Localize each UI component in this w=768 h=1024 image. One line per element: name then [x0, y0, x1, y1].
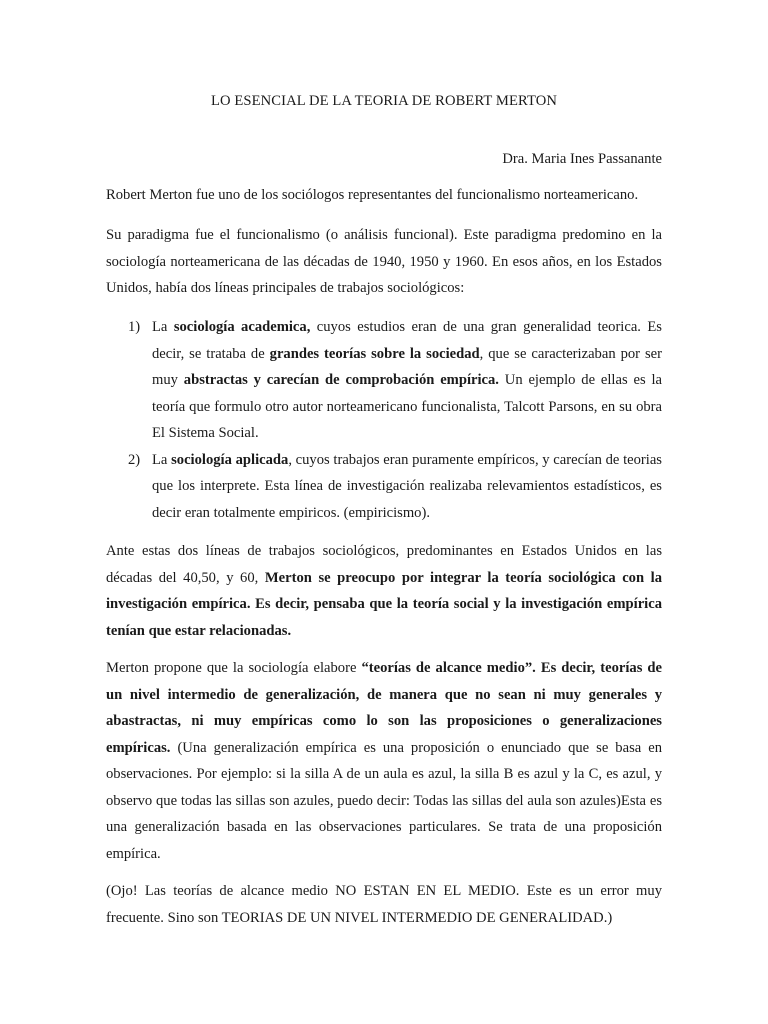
paragraph-bold: Merton se preocupo por integrar la teoría sociológica con la investigación empírica. Es decir, pensaba que la teoría social y la investigación empírica tenían que estar relacionadas. — [106, 569, 662, 639]
paragraph-paradigm: Su paradigma fue el funcionalismo (o análisis funcional). Este paradigma predomino en la sociología norteamericana de las décadas de 1940, 1950 y 1960. En esos años, en los Estados Unidos, había dos líneas principales de trabajos sociológicos: — [106, 227, 662, 296]
list-item-text: , que se caracterizaban por ser muy — [152, 345, 662, 388]
list-item — [106, 447, 662, 527]
list-item-text: , cuyos trabajos eran puramente empíricos, y carecían de teorias que los interprete. Esta línea de investigación realizaba relevamientos estadísticos, es decir eran totalmente empiricos. (empiricismo). — [152, 451, 662, 521]
document-title: LO ESENCIAL DE LA TEORIA DE ROBERT MERTON — [211, 93, 557, 109]
list-item-text: La — [152, 319, 174, 335]
list-item-bold: sociología aplicada — [171, 451, 289, 468]
list-item-bold: sociología academica, — [173, 319, 311, 335]
list-item-text: cuyos estudios eran de una gran generalidad teorica. Es decir, se trataba de — [152, 319, 662, 362]
paragraph-warning: (Ojo! Las teorías de alcance medio NO ESTAN EN EL MEDIO. Este es un error muy frecuente. Sino son TEORIAS DE UN NIVEL INTERMEDIO DE GENERALIDAD.) — [106, 883, 662, 926]
sociology-lines-list — [106, 314, 662, 526]
paragraph-text: Ante estas dos líneas de trabajos sociológicos, predominantes en Estados Unidos en las décadas del 40,50, y 60, — [106, 543, 662, 586]
paragraph-merton-integration — [106, 538, 662, 644]
list-item-bold: abstractas y carecían de comprobación empírica. — [183, 372, 499, 388]
paragraph-text: (Una generalización empírica es una proposición o enunciado que se basa en observaciones. Por ejemplo: si la silla A de un aula es azul, la silla B es azul y la C, es azul, y observo que todas las sillas son azules, puedo decir: Todas las sillas del aula son azules)Esta es una generalización basada en las observaciones particulares. Se trata de una proposición empírica. — [106, 739, 662, 862]
list-item-number: 1) — [128, 319, 141, 335]
list-item-text: Un ejemplo de ellas es la teoría que formulo otro autor norteamericano funcionalista, Talcott Parsons, en su obra El Sistema Social. — [152, 372, 662, 441]
paragraph-middle-range — [106, 655, 662, 867]
paragraph-intro: Robert Merton fue uno de los sociólogos representantes del funcionalismo norteamericano. — [106, 187, 639, 203]
list-item-text: La — [152, 451, 172, 468]
list-item-number: 2) — [128, 451, 141, 468]
list-item — [106, 314, 662, 447]
paragraph-text: Merton propone que la sociología elabore — [106, 660, 362, 676]
paragraph-bold: “teorías de alcance medio”. Es decir, teorías de un nivel intermedio de generalización, de manera que no sean ni muy generales y abastractas, ni muy empíricas como lo son las proposiciones o generalizaciones empíricas. — [106, 660, 662, 756]
list-item-bold: grandes teorías sobre la sociedad — [269, 345, 480, 362]
author-name: Dra. Maria Ines Passanante — [502, 151, 662, 167]
